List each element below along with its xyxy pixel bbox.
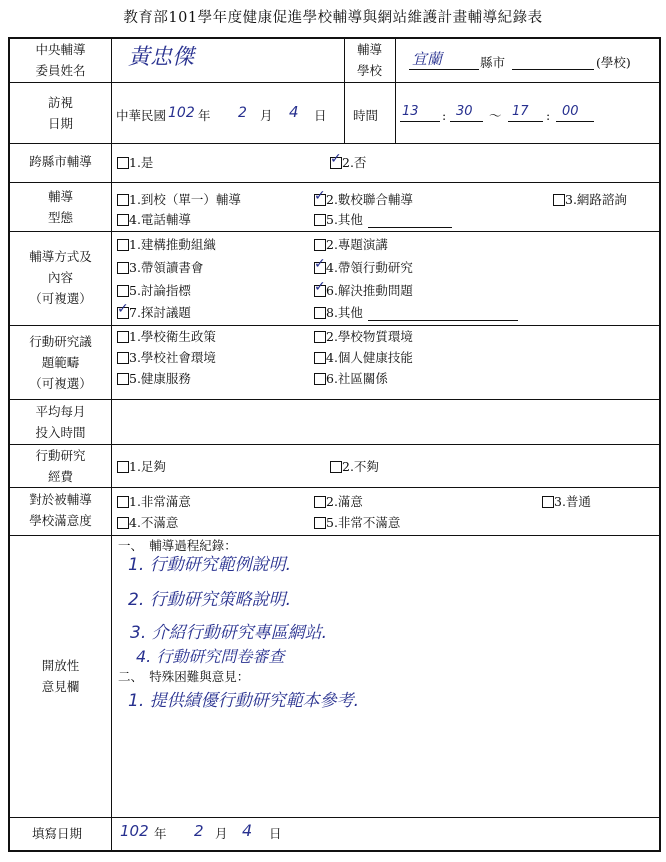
budget-1-label: 1.足夠 [129,459,166,474]
type-1-label: 1.到校（單一）輔導 [129,192,241,207]
method-7-label: 7.探討議題 [129,305,191,320]
fill-year-unit: 年 [154,826,167,841]
visit-date-prefix: 中華民國 [116,108,167,123]
sat-3-label: 3.普通 [554,494,591,509]
type-4-label: 4.電話輔導 [129,212,191,227]
form-title: 教育部101學年度健康促進學校輔導與網站維護計畫輔導紀錄表 [123,10,543,26]
row-divider [10,535,659,536]
scope-2-checkbox[interactable] [314,331,326,343]
type-5-checkbox[interactable] [314,214,326,226]
sat-5-label: 5.非常不滿意 [326,515,401,530]
avg-time-label: 平均每月 投入時間 [35,404,86,440]
school-label: 輔導 學校 [356,42,382,78]
sat-2-label: 2.滿意 [326,494,363,509]
type-other-blank [368,227,452,228]
fill-month-unit: 月 [215,826,228,841]
check-mark-icon: ✓ [314,279,326,295]
type-3-label: 3.網路諮詢 [565,192,627,207]
sat-4-label: 4.不滿意 [129,515,179,530]
fill-year[interactable]: 102 [120,822,149,840]
fill-day[interactable]: 4 [242,821,253,840]
fill-day-unit: 日 [269,826,282,841]
type-3-checkbox[interactable] [553,194,565,206]
time-start-min[interactable]: 30 [456,104,473,119]
check-mark-icon: ✓ [330,151,342,167]
sat-1-label: 1.非常滿意 [129,494,191,509]
scope-3-checkbox[interactable] [117,352,129,364]
record-line-4[interactable]: 4. 行動研究問卷審查 [136,647,285,666]
time-colon: : [546,108,551,123]
scope-5-checkbox[interactable] [117,373,129,385]
row-divider [10,143,659,144]
time-range-sign: ～ [489,108,502,123]
scope-3-label: 3.學校社會環境 [129,350,216,365]
method-4-label: 4.帶領行動研究 [326,260,413,275]
column-divider [395,39,396,143]
row-divider [10,399,659,400]
satisfaction-label: 對於被輔導 學校滿意度 [29,492,92,528]
scope-4-label: 4.個人健康技能 [326,350,413,365]
method-3-checkbox[interactable] [117,262,129,274]
county-suffix: 縣市 [480,55,506,70]
record-line-3[interactable]: 3. 介紹行動研究專區網站. [130,623,328,643]
check-mark-icon: ✓ [314,188,326,204]
method-other-blank [368,320,518,321]
sat-5-checkbox[interactable] [314,517,326,529]
row-divider [10,231,659,232]
method-6-label: 6.解決推動問題 [326,283,413,298]
row-divider [10,487,659,488]
type-5-label: 5.其他 [326,212,363,227]
method-5-checkbox[interactable] [117,285,129,297]
method-2-checkbox[interactable] [314,239,326,251]
difficulty-heading: 二、 特殊困難與意見： [118,669,250,684]
budget-2-label: 2.不夠 [342,459,379,474]
time-colon: : [442,108,447,123]
guidance-type-label: 輔導 型態 [47,189,73,225]
method-8-label: 8.其他 [326,305,363,320]
school-blank [512,69,594,70]
scope-label: 行動研究議 題範疇 （可複選） [29,334,92,391]
method-3-label: 3.帶領讀書會 [129,260,204,275]
scope-2-label: 2.學校物質環境 [326,329,413,344]
time-blank [556,121,594,122]
sat-1-checkbox[interactable] [117,496,129,508]
type-4-checkbox[interactable] [117,214,129,226]
visit-date-label: 訪視 日期 [47,95,73,131]
scope-4-checkbox[interactable] [314,352,326,364]
budget-1-checkbox[interactable] [117,461,129,473]
cross-county-label: 跨縣市輔導 [29,154,92,169]
advisor-name[interactable]: 黃忠傑 [128,45,195,70]
difficulty-line-1[interactable]: 1. 提供績優行動研究範本參考. [128,691,360,711]
visit-year-unit: 年 [198,108,211,123]
visit-month-unit: 月 [260,108,273,123]
scope-5-label: 5.健康服務 [129,371,191,386]
check-mark-icon: ✓ [117,301,129,317]
time-start-hour[interactable]: 13 [402,104,419,119]
type-2-label: 2.數校聯合輔導 [326,192,413,207]
row-divider [10,325,659,326]
check-mark-icon: ✓ [314,256,326,272]
method-1-checkbox[interactable] [117,239,129,251]
row-divider [10,817,659,818]
visit-month[interactable]: 2 [238,105,247,121]
open-opinion-label: 開放性 意見欄 [41,658,80,694]
visit-year[interactable]: 102 [168,105,195,121]
method-2-label: 2.專題演講 [326,237,388,252]
scope-6-checkbox[interactable] [314,373,326,385]
county-name[interactable]: 宜蘭 [412,50,443,68]
scope-1-label: 1.學校衛生政策 [129,329,216,344]
budget-label: 行動研究 經費 [35,448,86,484]
method-8-checkbox[interactable] [314,307,326,319]
visit-day-unit: 日 [314,108,327,123]
cross-yes-checkbox[interactable] [117,157,129,169]
method-5-label: 5.討論指標 [129,283,191,298]
row-divider [10,182,659,183]
record-line-1[interactable]: 1. 行動研究範例說明. [128,555,292,575]
method-1-label: 1.建構推動組織 [129,237,216,252]
time-blank [508,121,543,122]
time-blank [400,121,440,122]
scope-1-checkbox[interactable] [117,331,129,343]
record-line-2[interactable]: 2. 行動研究策略說明. [128,590,292,610]
method-label: 輔導方式及 內容 （可複選） [29,249,92,306]
time-end-hour[interactable]: 17 [512,104,529,119]
cross-yes-label: 1.是 [129,155,154,170]
row-divider [10,82,659,83]
sat-3-checkbox[interactable] [542,496,554,508]
time-label: 時間 [353,108,379,123]
record-heading: 一、 輔導過程紀錄： [118,538,237,553]
scope-6-label: 6.社區關係 [326,371,388,386]
time-blank [450,121,483,122]
school-suffix: (學校) [596,55,631,70]
sat-2-checkbox[interactable] [314,496,326,508]
advisor-label: 中央輔導 委員姓名 [35,42,86,78]
sat-4-checkbox[interactable] [117,517,129,529]
visit-day[interactable]: 4 [289,103,299,121]
cross-no-label: 2.否 [342,155,367,170]
type-1-checkbox[interactable] [117,194,129,206]
budget-2-checkbox[interactable] [330,461,342,473]
county-blank [409,69,479,70]
fill-month[interactable]: 2 [194,822,204,840]
time-end-min[interactable]: 00 [562,104,579,119]
fill-date-label: 填寫日期 [32,826,83,841]
column-divider [111,39,112,850]
record-form [8,37,661,852]
